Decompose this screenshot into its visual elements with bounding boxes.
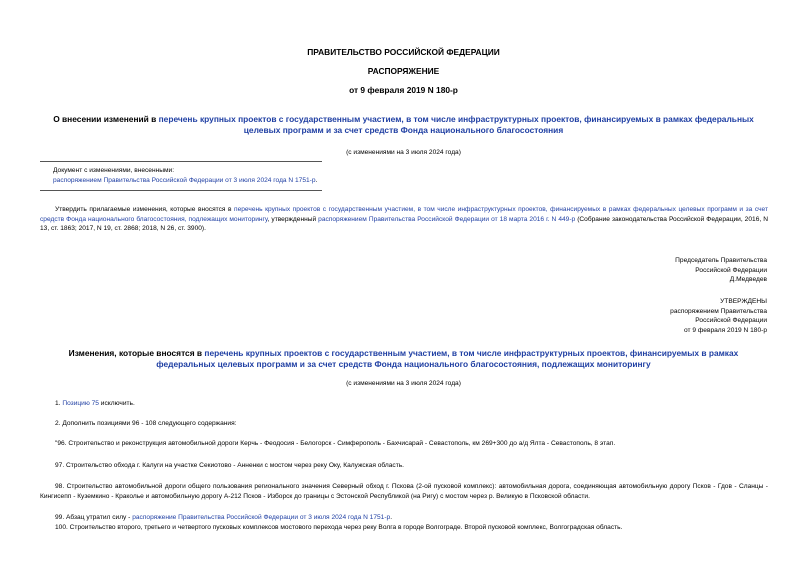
approved-block xyxy=(670,297,767,335)
approved-date: от 9 февраля 2019 N 180-р xyxy=(683,326,767,334)
title-prefix: О внесении изменений в xyxy=(53,114,159,124)
amended-by xyxy=(53,176,353,186)
amended-by-link[interactable]: распоряжением Правительства Российской Федерации от 3 июля 2024 года N 1751-р xyxy=(53,177,316,184)
decree-449-link[interactable]: распоряжением Правительства Российской Федерации от 18 марта 2016 г. N 449-р xyxy=(318,215,576,223)
changes-note-2: (с изменениями на 3 июля 2024 года) xyxy=(346,380,461,387)
main-text-3: (Собрание законодательства Российской Федерации, 2016, N 13, ст. 1863; 2017, N 19, ст. 2868; 2018, N 26, ст. 3900). xyxy=(40,215,768,233)
amended-by-suffix: . xyxy=(315,177,318,184)
item-97: 97. Строительство обхода г. Калуги на участке Секиотово - Анненки с мостом через реку Оку, Калужская область. xyxy=(55,462,405,469)
document-type: РАСПОРЯЖЕНИЕ xyxy=(367,66,440,76)
approved-by: распоряжением Правительства xyxy=(670,307,767,315)
item-96: "96. Строительство и реконструкция автомобильной дороги Керчь - Феодосия - Белогорск - Симферополь - Бахчисарай - Севастополь, км 269+300 до а/д Ялта - Севастополь, 8 этап. xyxy=(55,440,616,447)
changes-title-prefix: Изменения, которые вносятся в xyxy=(68,348,205,358)
item-1-suffix: исключить. xyxy=(98,400,135,407)
signature-name: Д.Медведев xyxy=(729,276,767,284)
decree-1751-link[interactable]: распоряжение Правительства Российской Федерации от 3 июля 2024 года N 1751-р xyxy=(132,514,391,521)
document-date-number: от 9 февраля 2019 N 180-р xyxy=(349,85,458,95)
item-98: 98. Строительство автомобильной дороги общего пользования регионального значения Северный обход г. Пскова (2-ой пусковой комплекс): автомобильная дорога, соединяющая автомобильную дорогу Псков - Гдов - Сланцы - Кингисепп - Куземкино - Краколье и автомобильную дорогу А-212 Псков - Изборск до границы с Эстонской Республикой (на Ригу) с мостом через р. Великую в Псковской области. xyxy=(40,483,768,500)
amended-by-label: Документ с изменениями, внесенными: xyxy=(53,167,175,174)
government-name: ПРАВИТЕЛЬСТВО РОССИЙСКОЙ ФЕДЕРАЦИИ xyxy=(307,47,500,57)
changes-title-link[interactable]: перечень крупных проектов с государственным участием, в том числе инфраструктурных проектов, финансируемых в рамках федеральных целевых программ и за счет средств Фонда национального благосостояния, подлежащих мониторингу xyxy=(156,348,739,369)
approved-country: Российской Федерации xyxy=(695,317,767,325)
main-text-1: Утвердить прилагаемые изменения, которые вносятся в xyxy=(55,206,235,213)
divider-top xyxy=(40,161,322,162)
item-1-prefix: 1. xyxy=(55,400,63,407)
main-text-2: , утвержденный xyxy=(267,215,319,223)
position-75-link[interactable]: Позицию 75 xyxy=(62,400,99,407)
item-100: 100. Строительство второго, третьего и четвертого пусковых комплексов мостового перехода через реку Волга в городе Волгограде. Второй пусковой комплекс, Волгоградская область. xyxy=(55,524,623,531)
title-link[interactable]: перечень крупных проектов с государственным участием, в том числе инфраструктурных проектов, финансируемых в рамках федеральных целевых программ и за счет средств Фонда национального благосостояния xyxy=(158,114,754,135)
signature-position: Председатель Правительства xyxy=(675,257,767,264)
list-link[interactable]: перечень крупных проектов с государственным участием, в том числе инфраструктурных проектов, финансируемых в рамках федеральных целевых программ и за счет средств Фонда национального благосостояния, подлежащих мониторингу xyxy=(40,206,768,223)
document-title xyxy=(40,114,767,136)
changes-title xyxy=(40,348,767,370)
signature-country: Российской Федерации xyxy=(695,266,767,274)
main-paragraph xyxy=(40,205,768,234)
item-99 xyxy=(40,513,768,523)
divider-bottom xyxy=(40,190,322,191)
approved-heading: УТВЕРЖДЕНЫ xyxy=(720,298,767,305)
changes-note: (с изменениями на 3 июля 2024 года) xyxy=(346,149,461,156)
item-2: 2. Дополнить позициями 96 - 108 следующего содержания: xyxy=(55,420,237,427)
item-99-suffix: . xyxy=(390,514,393,521)
signature-block xyxy=(675,256,767,285)
item-1 xyxy=(40,399,768,409)
item-99-prefix: 99. Абзац утратил силу - xyxy=(55,514,133,521)
